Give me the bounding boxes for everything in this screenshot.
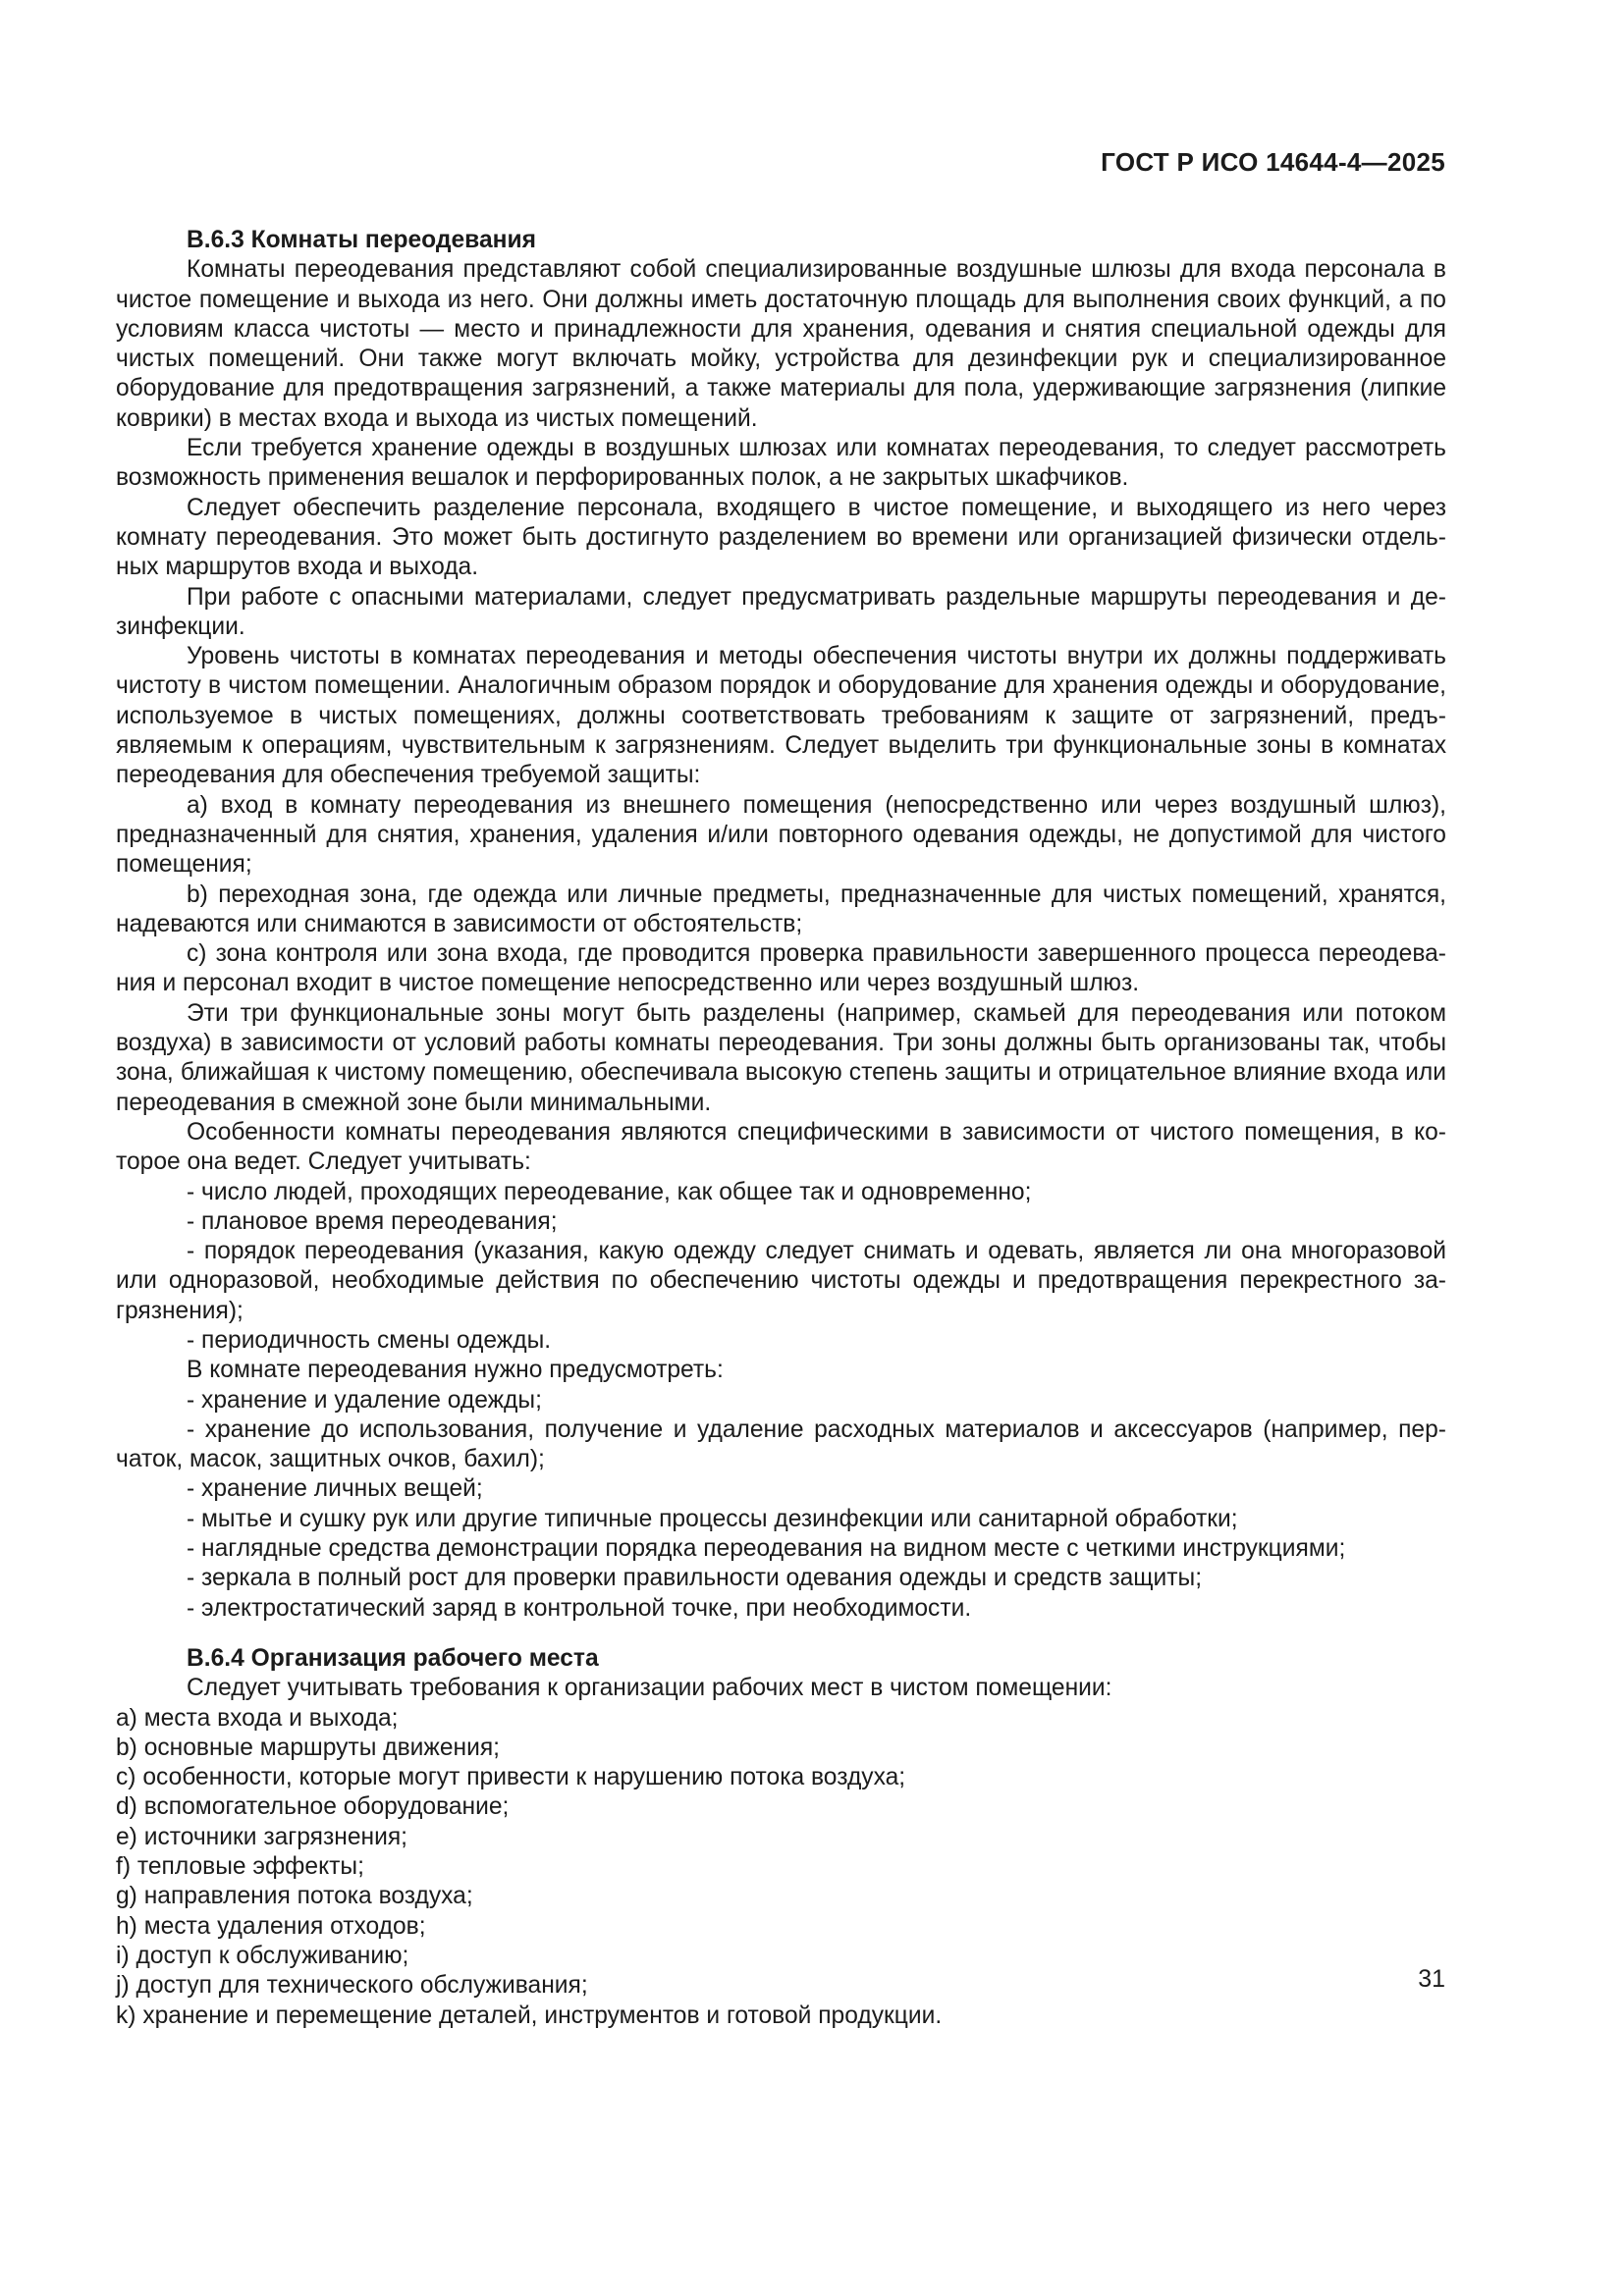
list-item: j) доступ для технического обслуживания;	[116, 1972, 588, 2000]
list-item: b) основные маршруты движения;	[116, 1734, 500, 1761]
page-content	[116, 226, 1446, 2031]
paragraph: Уровень чистоты в комнатах переодевания и методы обеспечения чистоты внутри их должны поддерживать чистоту в чистом помещении. Аналогичным образом порядок и оборудование для хранения одежды и оборудование, используемое в чистых помещениях, должны соответствовать требованиям к защите от загрязнений, предъявляемым к операциям, чувствительным к загрязнениям. Следует выделить три функциональные зоны в комнатах переодевания для обеспечения требуемой защиты:	[116, 643, 1446, 789]
paragraph: Следует обеспечить разделение персонала, входящего в чистое помещение, и выходящего из него через комнату переодевания. Это может быть достигнуто разделением во времени или организацией физически отдельных маршрутов входа и выхода.	[116, 494, 1446, 581]
list-item: c) особенности, которые могут привести к нарушению потока воздуха;	[116, 1764, 906, 1791]
list-item: - зеркала в полный рост для проверки правильности одевания одежды и средств защиты;	[187, 1565, 1203, 1592]
page-number: 31	[1418, 1965, 1445, 1993]
section-b63	[116, 226, 1446, 1624]
paragraph: Если требуется хранение одежды в воздушных шлюзах или комнатах переодевания, то следует рассмотреть возможность применения вешалок и перфорированных полок, а не закрытых шкафчиков.	[116, 435, 1446, 492]
paragraph: Эти три функциональные зоны могут быть разделены (например, скамьей для переодевания или потоком воздуха) в зависимости от условий работы комнаты переодевания. Три зоны должны быть организованы так, чтобы зона, ближайшая к чистому помещению, обеспечивала высокую степень защиты и отрицательное влияние входа или переодевания в смежной зоне были минимальными.	[116, 999, 1446, 1116]
section-heading: B.6.3 Комнаты переодевания	[187, 227, 536, 253]
list-item: - хранение до использования, получение и удаление расходных материалов и аксессуаров (например, перчаток, масок, защитных очков, бахил);	[116, 1415, 1446, 1473]
paragraph: При работе с опасными материалами, следует предусматривать раздельные маршруты переодевания и дезинфекции.	[116, 583, 1446, 640]
section-b64	[116, 1644, 1446, 2031]
list-item: d) вспомогательное оборудование;	[116, 1793, 510, 1821]
list-item: - электростатический заряд в контрольной точке, при необходимости.	[187, 1594, 972, 1622]
document-header: ГОСТ Р ИСО 14644-4—2025	[1101, 147, 1445, 177]
list-item: e) источники загрязнения;	[116, 1823, 407, 1850]
paragraph: Комнаты переодевания представляют собой специализированные воздушные шлюзы для входа персонала в чистое помещение и выхода из него. Они должны иметь достаточную площадь для выполнения своих функций, а по условиям класса чистоты — место и принадлежности для хранения, одевания и снятия специальной одежды для чистых помещений. Они также могут включать мойку, устройства для дезинфекции рук и специализированное оборудование для предотвращения загрязнений, а также материалы для пола, удерживающие загрязнения (липкие коврики) в местах входа и выхода из чистых помещений.	[116, 256, 1446, 432]
list-item: k) хранение и перемещение деталей, инструментов и готовой продукции.	[116, 2002, 943, 2029]
list-item: - мытье и сушку рук или другие типичные процессы дезинфекции или санитарной обработки;	[187, 1505, 1238, 1532]
list-item: - число людей, проходящих переодевание, как общее так и одновременно;	[187, 1178, 1032, 1205]
list-item: g) направления потока воздуха;	[116, 1883, 473, 1910]
list-item: a) места входа и выхода;	[116, 1704, 399, 1732]
list-item: a) вход в комнату переодевания из внешнего помещения (непосредственно или через воздушный шлюз), предназначенный для снятия, хранения, удаления и/или повторного одевания одежды, не допустимой для чистого помещения;	[116, 791, 1446, 879]
list-item: c) зона контроля или зона входа, где проводится проверка правильности завершенного процесса переодевания и персонал входит в чистое помещение непосредственно или через воздушный шлюз.	[116, 940, 1446, 997]
list-item: i) доступ к обслуживанию;	[116, 1942, 409, 1969]
list-item: - наглядные средства демонстрации порядка переодевания на видном месте с четкими инструкциями;	[187, 1535, 1346, 1563]
paragraph: Следует учитывать требования к организации рабочих мест в чистом помещении:	[187, 1675, 1112, 1702]
list-item: h) места удаления отходов;	[116, 1912, 426, 1940]
list-item: - периодичность смены одежды.	[187, 1326, 552, 1354]
paragraph: Особенности комнаты переодевания являются специфическими в зависимости от чистого помещения, в которое она ведет. Следует учитывать:	[116, 1118, 1446, 1176]
list-item: - хранение личных вещей;	[187, 1475, 483, 1503]
list-item: - порядок переодевания (указания, какую одежду следует снимать и одевать, является ли она многоразовой или одноразовой, необходимые действия по обеспечению чистоты одежды и предотвращения перекрестного загрязнения);	[116, 1238, 1446, 1324]
paragraph: В комнате переодевания нужно предусмотреть:	[187, 1357, 724, 1384]
list-item: - плановое время переодевания;	[187, 1207, 558, 1235]
list-item: - хранение и удаление одежды;	[187, 1386, 542, 1414]
list-item: b) переходная зона, где одежда или личные предметы, предназначенные для чистых помещений, хранятся, надеваются или снимаются в зависимости от обстоятельств;	[116, 881, 1446, 937]
section-heading: B.6.4 Организация рабочего места	[187, 1644, 599, 1672]
list-item: f) тепловые эффекты;	[116, 1853, 364, 1881]
